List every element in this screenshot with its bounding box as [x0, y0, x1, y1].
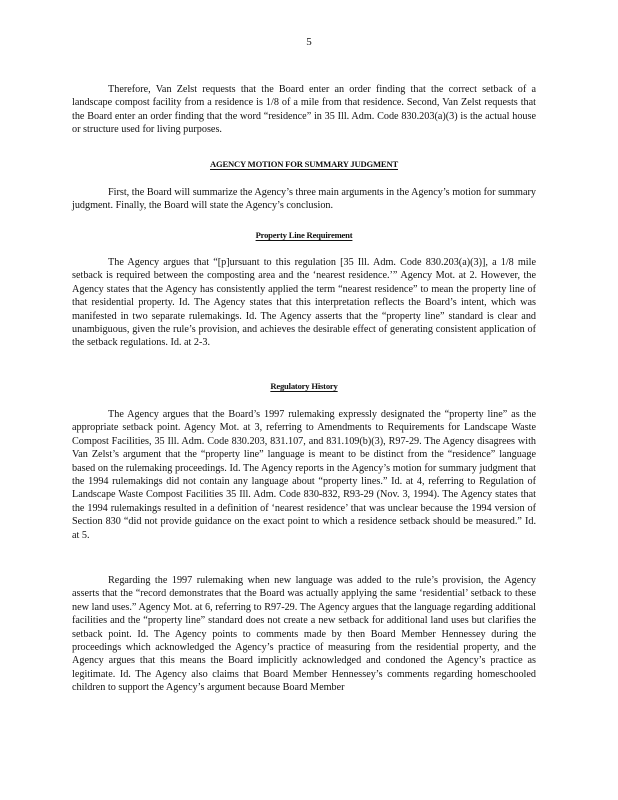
paragraph-regulatory-history: The Agency argues that the Board’s 1997 rulemaking expressly designated the “property line” as the appropriate setback point. Agency Mot. at 3, referring to Amendments to Requirements for Landscape Waste Compost Facilities, 35 Ill. Adm. Code 830.203, 831.107, and 831.109(b)(3), R97-29. The Agency disagrees with Van Zelst’s argument that the “property line” language is meant to be distinct from the “residence” language based on the rulemaking proceedings. Id. The Agency reports in the Agency’s motion for summary judgment that the 1994 rulemakings did not contain any language about “property lines.” Id. at 4, referring to Regulation of Landscape Waste Compost Facilities 35 Ill. Adm. Code 830-832, R93-29 (Nov. 3, 1994). The Agency states that the 1994 rulemakings resulted in a definition of ‘nearest residence’ that was unclear because the 1994 version of Section 830 “did not provide guidance on the exact point to which a residence setback should be measured.” Id. at 5.	[72, 409, 536, 541]
section-heading-motion: AGENCY MOTION FOR SUMMARY JUDGMENT	[210, 159, 398, 169]
paragraph-property-line: The Agency argues that “[p]ursuant to this regulation [35 Ill. Adm. Code 830.203(a)(3)], a 1/8 mile setback is required between the composting area and the ‘nearest residence.’” Agency Mot. at 2. However, the Agency states that the Agency has consistently applied the term “nearest residence” to mean the property line of that residential property. Id. The Agency states that this interpretation reflects the Board’s intent, which was manifested in two separate rulemakings. Id. The Agency asserts that the “property line” standard is clear and unambiguous, given the rule’s provision, and achieves the desirable effect of generating consistent application of the setback regulations. Id. at 2-3.	[72, 257, 536, 349]
section-heading-regulatory-history: Regulatory History	[270, 381, 338, 391]
paragraph-summary-intro: First, the Board will summarize the Agency’s three main arguments in the Agency’s motion for summary judgment. Finally, the Board will state the Agency’s conclusion.	[72, 187, 536, 212]
paragraph-1997-rulemaking: Regarding the 1997 rulemaking when new language was added to the rule’s provision, the Agency asserts that the “record demonstrates that the Board was actually applying the same ‘residential’ setback to these new land uses.” Agency Mot. at 6, referring to R97-29. The Agency argues that the language regarding additional facilities and the “property line” standard does not create a new setback for additional land uses but clarifies the setback point. Id. The Agency points to comments made by then Board Member Hennessey during the proceedings which acknowledged the Agency’s practice of measuring from the residential property, and the Agency argues that this means the Board implicitly acknowledged and condoned the Agency’s practice as legitimate. Id. The Agency also claims that Board Member Hennessey’s comments regarding homeschooled children to support the Agency’s argument because Board Member	[72, 575, 536, 694]
section-heading-property-line: Property Line Requirement	[255, 230, 353, 240]
paragraph-request: Therefore, Van Zelst requests that the Board enter an order finding that the correct setback of a landscape compost facility from a residence is 1/8 of a mile from that residence. Second, Van Zelst requests that the Board enter an order finding that the word “residence” in 35 Ill. Adm. Code 830.203(a)(3) is the actual house or structure used for living purposes.	[72, 84, 536, 136]
page-number: 5	[306, 36, 312, 48]
